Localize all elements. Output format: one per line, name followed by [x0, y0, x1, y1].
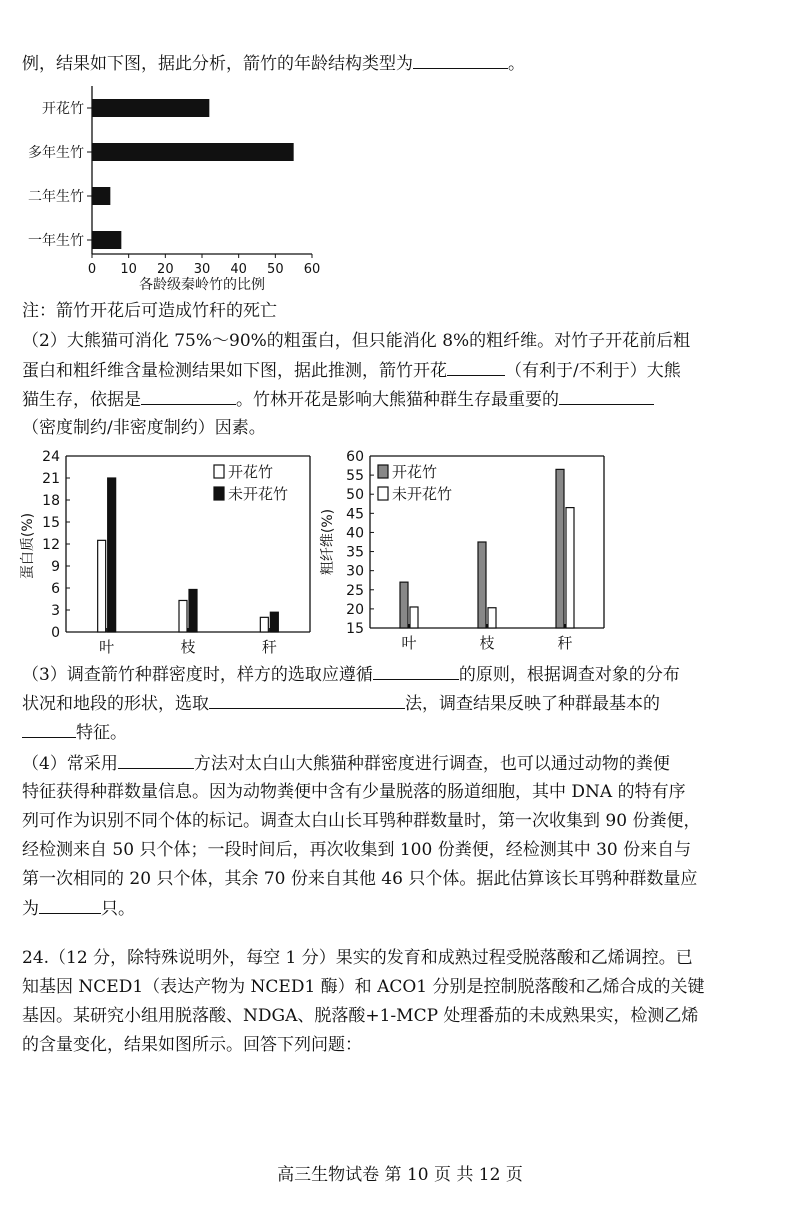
- answer-blank[interactable]: [413, 52, 508, 69]
- note: 注：箭竹开花后可造成竹秆的死亡: [22, 301, 277, 321]
- q24-line-3: 基因。某研究小组用脱落酸、NDGA、脱落酸+1-MCP 处理番茄的未成熟果实，检测乙烯: [22, 1006, 699, 1026]
- chart1-x-tick: 0: [87, 262, 97, 277]
- answer-blank[interactable]: [39, 897, 101, 914]
- q4-line-5: 第一次相同的 20 只个体，其余 70 份来自其他 46 只个体。据此估算该长耳鸮种群数量应: [22, 869, 698, 889]
- chart1-x-label: 各龄级秦岭竹的比例: [139, 277, 265, 293]
- chart1-category-label: 二年生竹: [28, 189, 84, 205]
- chart2-bar-开花竹-枝: [179, 600, 187, 632]
- chart3-y-label: 粗纤维(%): [320, 508, 336, 576]
- q3-line-2: 状况和地段的形状，选取 法，调查结果反映了种群最基本的: [22, 694, 660, 714]
- chart3-y-tick: 30: [346, 563, 364, 580]
- q24-line-2: 知基因 NCED1（表达产物为 NCED1 酶）和 ACO1 分别是控制脱落酸和乙烯合成的关键: [22, 977, 705, 997]
- q2-line-3: 猫生存，依据是 。竹林开花是影响大熊猫种群生存最重要的: [22, 388, 792, 411]
- chart3-y-tick: 25: [346, 582, 364, 599]
- chart2-y-label: 蛋白质(%): [20, 512, 36, 580]
- chart3-legend-swatch: [378, 465, 388, 478]
- chart1-x-tick: 40: [230, 262, 247, 277]
- chart1-bar-2: [92, 187, 110, 205]
- q3-line-3: 特征。: [22, 721, 792, 744]
- chart1-bar-1: [92, 143, 294, 161]
- chart1-bar-3: [92, 231, 121, 249]
- chart1-bar-0: [92, 99, 209, 117]
- q2-line-4: （密度制约/非密度制约）因素。: [22, 418, 266, 438]
- chart2-category-label: 枝: [180, 638, 196, 656]
- chart3-bar-未开花竹-叶: [410, 607, 418, 628]
- chart2-y-tick: 0: [51, 625, 60, 641]
- q4-line-1: （4）常采用 方法对太白山大熊猫种群密度进行调查，也可以通过动物的粪便: [22, 754, 670, 774]
- chart3-category-label: 叶: [401, 634, 417, 652]
- chart3-legend-label: 开花竹: [392, 463, 438, 481]
- chart2-category-label: 秆: [261, 638, 277, 656]
- chart2-category-label: 叶: [99, 638, 115, 656]
- chart2-y-tick: 18: [42, 493, 60, 509]
- q2-line-1: （2）大熊猫可消化 75%～90%的粗蛋白，但只能消化 8%的粗纤维。对竹子开花前后粗: [22, 331, 691, 351]
- chart3-y-tick: 35: [346, 544, 364, 561]
- page-footer: 高三生物试卷 第 10 页 共 12 页: [277, 1165, 523, 1185]
- chart3-category-label: 秆: [557, 634, 573, 652]
- chart3-bar-开花竹-枝: [478, 542, 486, 628]
- chart2-legend-swatch: [214, 487, 224, 500]
- q24-line-1: 24.（12 分，除特殊说明外，每空 1 分）果实的发育和成熟过程受脱落酸和乙烯调控。已: [22, 948, 693, 968]
- q4-line-2: 特征获得种群数量信息。因为动物粪便中含有少量脱落的肠道细胞，其中 DNA 的特有序: [22, 782, 686, 802]
- chart1-x-tick: 10: [120, 262, 137, 277]
- intro-text: 例，结果如下图，据此分析，箭竹的年龄结构类型为: [22, 54, 413, 74]
- chart3-legend-label: 未开花竹: [392, 485, 453, 503]
- chart3-y-tick: 45: [346, 506, 364, 523]
- q24-line-4: 的含量变化，结果如图所示。回答下列问题：: [22, 1035, 362, 1055]
- q4-line-4: 经检测来自 50 只个体；一段时间后，再次收集到 100 份粪便，经检测其中 30 份来自与: [22, 840, 692, 860]
- chart3-y-tick: 15: [346, 621, 364, 637]
- chart3-y-tick: 50: [346, 487, 364, 504]
- chart2-legend-label: 开花竹: [228, 463, 274, 481]
- fiber-chart: [318, 448, 618, 658]
- chart1-x-tick: 50: [267, 262, 284, 277]
- answer-blank[interactable]: [447, 359, 505, 376]
- chart1-category-label: 开花竹: [42, 101, 84, 117]
- chart1-x-tick: 30: [193, 262, 211, 277]
- chart2-bar-未开花竹-秆: [270, 612, 278, 632]
- answer-blank[interactable]: [118, 752, 194, 769]
- protein-chart: [18, 448, 318, 658]
- chart2-y-tick: 12: [42, 537, 60, 553]
- chart3-y-tick: 55: [346, 468, 364, 485]
- chart3-y-tick: 20: [346, 601, 364, 618]
- q4-line-3: 列可作为识别不同个体的标记。调查太白山长耳鸮种群数量时，第一次收集到 90 份粪便，: [22, 811, 701, 831]
- chart2-bar-未开花竹-枝: [189, 589, 197, 632]
- answer-blank[interactable]: [209, 692, 405, 709]
- chart1-category-label: 一年生竹: [28, 233, 84, 249]
- chart2-legend-label: 未开花竹: [228, 485, 289, 503]
- chart2-bar-开花竹-秆: [260, 617, 268, 632]
- chart3-y-tick: 40: [346, 525, 364, 542]
- answer-blank[interactable]: [22, 721, 76, 738]
- chart2-y-tick: 15: [42, 515, 60, 531]
- chart2-bar-未开花竹-叶: [108, 478, 116, 632]
- chart3-category-label: 枝: [479, 634, 495, 652]
- intro-line: 例，结果如下图，据此分析，箭竹的年龄结构类型为 。: [22, 54, 525, 74]
- chart3-bar-开花竹-叶: [400, 582, 408, 628]
- chart2-bar-开花竹-叶: [98, 540, 106, 632]
- age-structure-chart: [18, 86, 338, 296]
- chart2-y-tick: 9: [51, 559, 60, 575]
- chart3-bar-未开花竹-秆: [566, 508, 574, 628]
- chart3-legend-swatch: [378, 487, 388, 500]
- q4-line-6: 为 只。: [22, 899, 135, 919]
- chart2-y-tick: 6: [51, 581, 60, 597]
- chart1-x-tick: 60: [303, 262, 321, 277]
- chart2-legend-swatch: [214, 465, 224, 478]
- answer-blank[interactable]: [373, 663, 459, 680]
- q2-line-2: 蛋白和粗纤维含量检测结果如下图，据此推测，箭竹开花 （有利于/不利于）大熊: [22, 361, 681, 381]
- chart2-y-tick: 3: [51, 603, 60, 619]
- answer-blank[interactable]: [141, 388, 236, 405]
- q3-line-1: （3）调查箭竹种群密度时，样方的选取应遵循 的原则，根据调查对象的分布: [22, 665, 680, 685]
- chart1-category-label: 多年生竹: [28, 145, 84, 161]
- chart3-bar-未开花竹-枝: [488, 608, 496, 628]
- chart3-y-tick: 60: [346, 449, 364, 465]
- chart3-bar-开花竹-秆: [556, 469, 564, 628]
- chart2-y-tick: 21: [42, 471, 60, 487]
- answer-blank[interactable]: [559, 388, 654, 405]
- chart2-y-tick: 24: [42, 449, 60, 465]
- chart1-x-tick: 20: [157, 262, 174, 277]
